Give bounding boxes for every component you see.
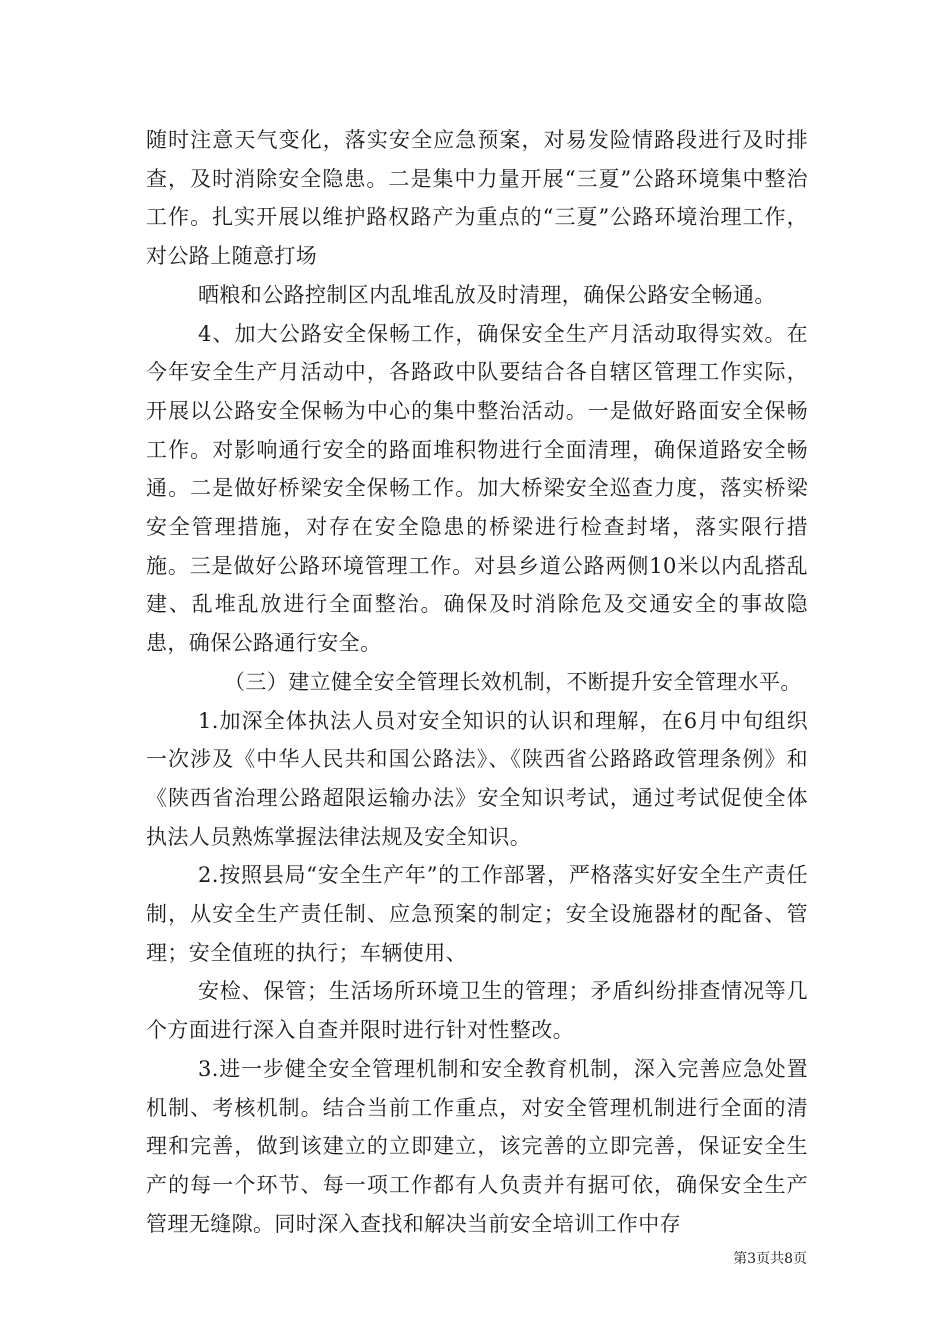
paragraph-2: 晒粮和公路控制区内乱堆乱放及时清理，确保公路安全畅通。 xyxy=(198,282,776,307)
section-heading-3: （三）建立健全安全管理长效机制，不断提升安全管理水平。 xyxy=(224,669,802,694)
paragraph-1: 随时注意天气变化，落实安全应急预案，对易发险情路段进行及时排查，及时消除安全隐患。二是集中力量开展“三夏”公路环境集中整治工作。扎实开展以维护路权路产为重点的“三夏”公路环境治理工作，对公路上随意打场 xyxy=(146,128,808,269)
paragraph-3: 4、加大公路安全保畅工作，确保安全生产月活动取得实效。在今年安全生产月活动中，各路政中队要结合各自辖区管理工作实际，开展以公路安全保畅为中心的集中整治活动。一是做好路面安全保畅工作。对影响通行安全的路面堆积物进行全面清理，确保道路安全畅通。二是做好桥梁安全保畅工作。加大桥梁安全巡查力度，落实桥梁安全管理措施，对存在安全隐患的桥梁进行检查封堵，落实限行措施。三是做好公路环境管理工作。对县乡道公路两侧10米以内乱搭乱建、乱堆乱放进行全面整治。确保及时消除危及交通安全的事故隐患，确保公路通行安全。 xyxy=(146,321,808,656)
paragraph-7: 安检、保管；生活场所环境卫生的管理；矛盾纠纷排查情况等几个方面进行深入自查并限时进行针对性整改。 xyxy=(146,979,808,1043)
paragraph-6: 2.按照县局“安全生产年”的工作部署，严格落实好安全生产责任制，从安全生产责任制、应急预案的制定；安全设施器材的配备、管理；安全值班的执行；车辆使用、 xyxy=(146,863,808,965)
paragraph-8: 3.进一步健全安全管理机制和安全教育机制，深入完善应急处置机制、考核机制。结合当前工作重点，对安全管理机制进行全面的清理和完善，做到该建立的立即建立，该完善的立即完善，保证安全生产的每一个环节、每一项工作都有人负责并有据可依，确保安全生产管理无缝隙。同时深入查找和解决当前安全培训工作中存 xyxy=(146,1056,808,1236)
page-number: 第3页共8页 xyxy=(733,1251,807,1267)
paragraph-5: 1.加深全体执法人员对安全知识的认识和理解，在6月中旬组织一次涉及《中华人民共和国公路法》、《陕西省公路路政管理条例》和《陕西省治理公路超限运输办法》安全知识考试，通过考试促使全体执法人员熟炼掌握法律法规及安全知识。 xyxy=(146,708,808,849)
document-body xyxy=(146,121,808,1243)
